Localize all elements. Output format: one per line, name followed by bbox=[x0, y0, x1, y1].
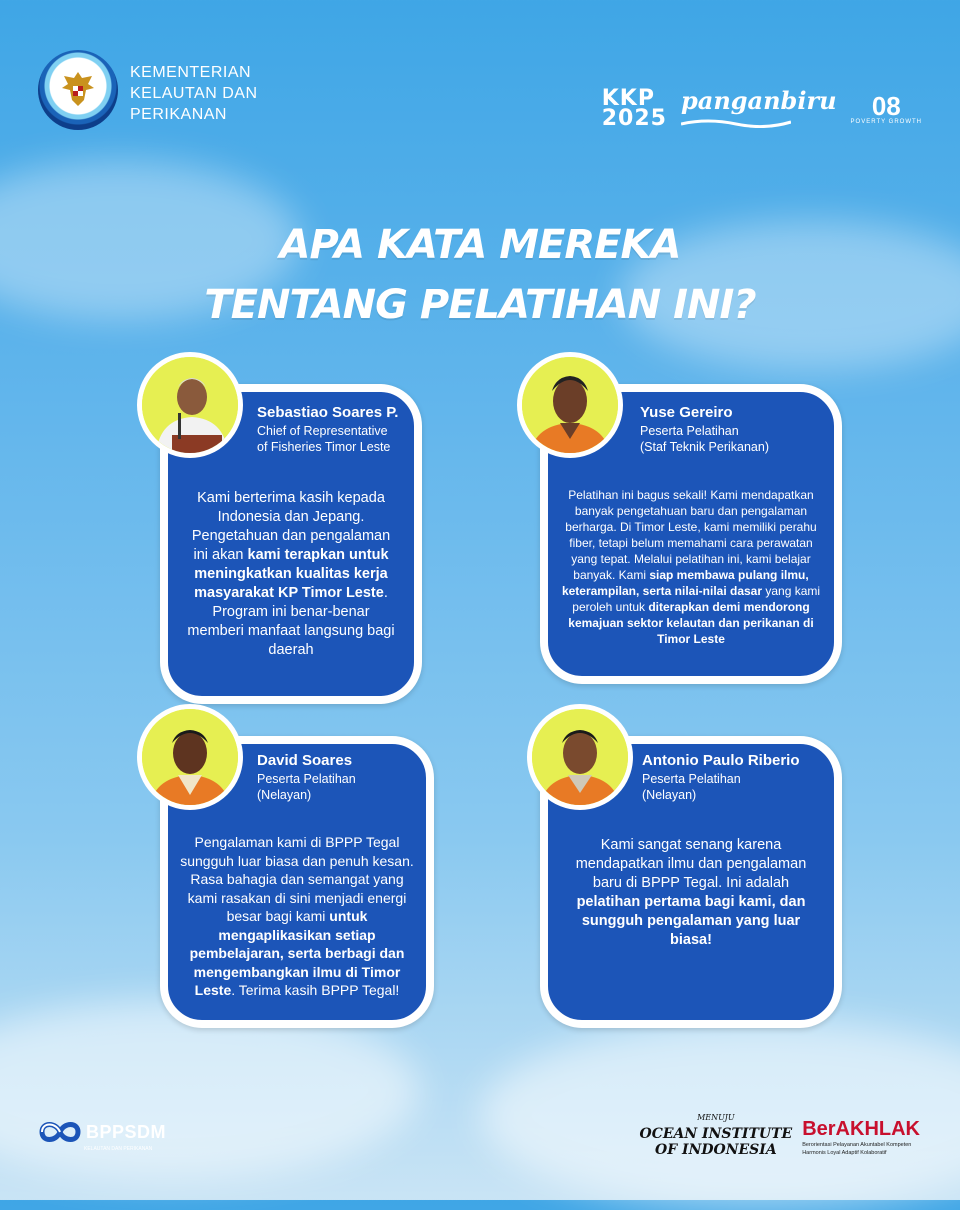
person-role: (Nelayan) bbox=[257, 788, 312, 802]
kkp-text: KKP bbox=[601, 86, 655, 111]
wave-icon bbox=[681, 118, 791, 128]
berakhlak-logo bbox=[802, 1110, 920, 1157]
avatar bbox=[517, 352, 623, 458]
testimonial-quote: Kami sangat senang karena mendapatkan ilmu dan pengalaman baru di BPPP Tegal. Ini adalah pelatihan pertama bagi kami, dan sungguh pengalaman yang luar biasa! bbox=[575, 837, 807, 948]
kkp-year: 2025 bbox=[601, 106, 667, 131]
panganbiru-logo bbox=[681, 86, 837, 133]
person-name: David Soares bbox=[257, 752, 353, 769]
page-title-line1: APA KATA MEREKA bbox=[279, 222, 681, 268]
berakhlak-text: BerAKHLAK bbox=[802, 1118, 920, 1140]
person-name: Antonio Paulo Riberio bbox=[642, 752, 800, 769]
panganbiru-text: panganbiru bbox=[680, 85, 837, 115]
berakhlak-sub: Berorientasi Pelayanan Akuntabel Kompeten bbox=[802, 1142, 912, 1148]
bppsdm-logo bbox=[38, 1118, 167, 1152]
ministry-line: KEMENTERIAN bbox=[130, 64, 252, 81]
08-text: 08 bbox=[871, 91, 901, 121]
person-role: Peserta Pelatihan bbox=[257, 772, 356, 786]
testimonial-quote: Pengalaman kami di BPPP Tegal sungguh luar biasa dan penuh kesan. Rasa bahagia dan semangat yang kami rasakan di sini menjadi energi besar bagi kami untuk mengaplikasikan setiap pembelajaran, serta berbagi dan mengembangkan ilmu di Timor Leste. Terima kasih BPPP Tegal! bbox=[180, 834, 414, 998]
testimonial-quote: Pelatihan ini bagus sekali! Kami mendapatkan banyak pengetahuan baru dan pengalaman berharga. Di Timor Leste, kami memiliki perahu fiber, tetapi belum memahami cara perawatan yang tepat. Melalui pelatihan ini, kami belajar banyak. Kami siap membawa pulang ilmu, keterampilan, serta nilai-nilai dasar yang kami peroleh untuk diterapkan demi mendorong kemajuan sektor kelautan dan perikanan di Timor Leste bbox=[561, 488, 821, 646]
avatar bbox=[137, 352, 243, 458]
bppsdm-text: BPPSDM bbox=[86, 1121, 167, 1142]
ministry-line: PERIKANAN bbox=[130, 106, 227, 123]
ministry-logo bbox=[38, 50, 118, 130]
person-role: (Nelayan) bbox=[642, 788, 697, 802]
person-role: (Staf Teknik Perikanan) bbox=[640, 440, 769, 454]
page-title-line2: TENTANG PELATIHAN INI? bbox=[204, 282, 756, 328]
person-role: Peserta Pelatihan bbox=[640, 424, 739, 438]
garuda-icon bbox=[58, 68, 98, 110]
berakhlak-sub: Harmonis Loyal Adaptif Kolaboratif bbox=[802, 1150, 887, 1156]
person-role: of Fisheries Timor Leste bbox=[257, 440, 391, 454]
bppsdm-sub: KELAUTAN DAN PERIKANAN bbox=[84, 1146, 153, 1152]
avatar bbox=[137, 704, 243, 810]
08-logo bbox=[851, 93, 922, 125]
testimonial-quote: Kami berterima kasih kepada Indonesia dan Jepang. Pengetahuan dan pengalaman ini akan kami terapkan untuk meningkatkan kualitas kerja masyarakat KP Timor Leste. Program ini benar-benar memberi manfaat langsung bagi daerah bbox=[187, 490, 395, 658]
person-name: Yuse Gereiro bbox=[640, 404, 733, 421]
brand-logos bbox=[602, 86, 922, 132]
footer-logos bbox=[640, 1110, 920, 1158]
08-sub: POVERTY GROWTH bbox=[850, 119, 922, 125]
infinity-icon bbox=[38, 1118, 82, 1146]
ocean-institute-logo bbox=[640, 1110, 793, 1158]
person-role: Chief of Representative bbox=[257, 424, 388, 438]
oii-top: MENUJU bbox=[697, 1113, 735, 1122]
person-role: Peserta Pelatihan bbox=[642, 772, 741, 786]
person-name: Sebastiao Soares P. bbox=[257, 404, 399, 421]
ministry-name bbox=[130, 62, 258, 125]
oii-line2: OF INDONESIA bbox=[655, 1142, 777, 1158]
ministry-line: KELAUTAN DAN bbox=[130, 85, 258, 102]
kkp-2025-logo bbox=[601, 86, 667, 131]
oii-line1: OCEAN INSTITUTE bbox=[639, 1126, 793, 1142]
avatar bbox=[527, 704, 633, 810]
